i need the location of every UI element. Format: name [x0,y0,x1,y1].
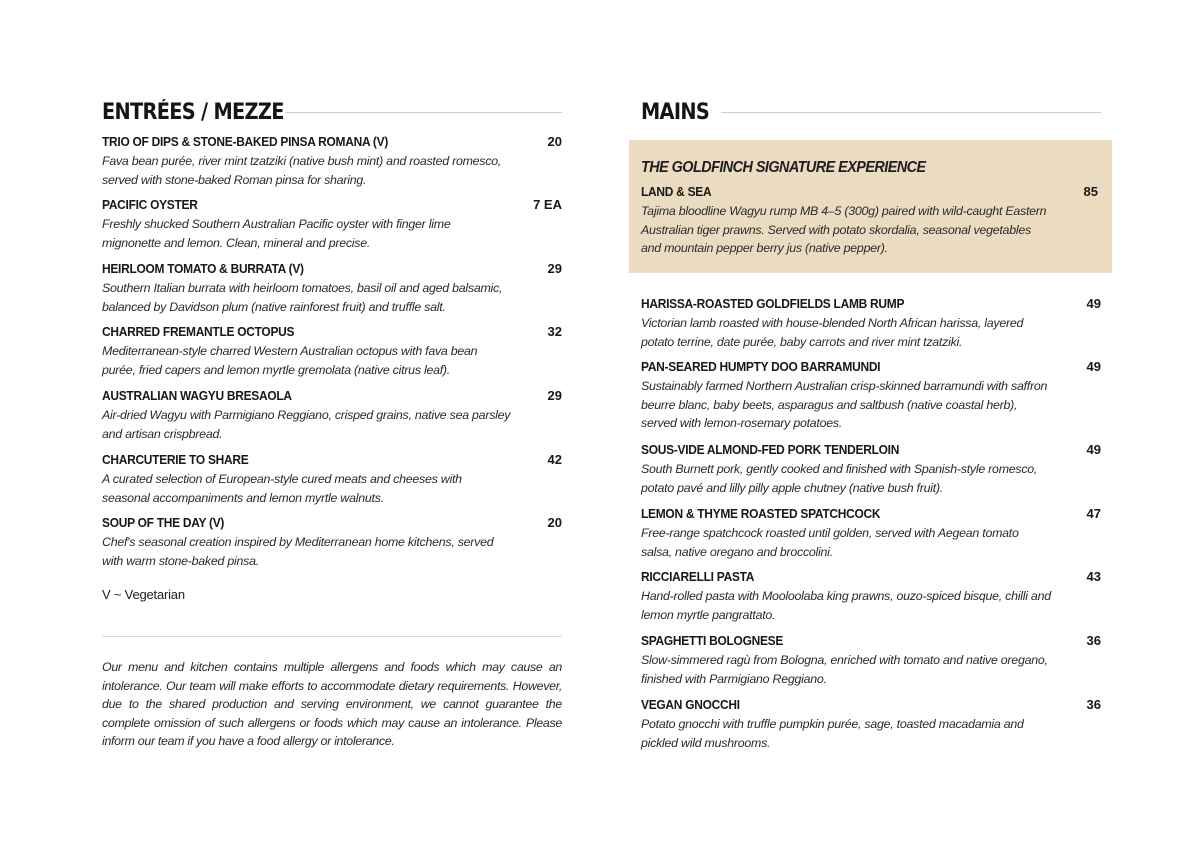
item-name: PAN-SEARED HUMPTY DOO BARRAMUNDI [641,359,881,374]
item-name: SOUP OF THE DAY (V) [102,515,225,530]
item-name: LAND & SEA [641,184,712,199]
item-name: AUSTRALIAN WAGYU BRESAOLA [102,388,292,403]
item-price: 85 [1083,184,1098,199]
item-price: 49 [1086,442,1101,457]
item-price: 49 [1086,296,1101,311]
item-name: HEIRLOOM TOMATO & BURRATA (V) [102,261,304,276]
item-price: 7 EA [533,197,562,212]
item-description: A curated selection of European-style cured meats and cheeses with seasonal accompaniments and lemon myrtle walnuts. [102,472,462,505]
menu-item [102,133,562,189]
item-description: Air-dried Wagyu with Parmigiano Reggiano, crisped grains, native sea parsley and artisan crispbread. [102,408,511,441]
item-price: 43 [1086,569,1101,584]
item-description: Slow-simmered ragù from Bologna, enriched with tomato and native oregano, finished with Parmigiano Reggiano. [641,653,1048,686]
item-price: 20 [547,134,562,149]
vegetarian-key: V ~ Vegetarian [102,587,185,602]
menu-item [102,260,562,316]
menu-item [102,323,562,379]
item-description: Freshly shucked Southern Australian Pacific oyster with finger lime mignonette and lemon. Clean, mineral and precise. [102,217,451,250]
item-description: Chef's seasonal creation inspired by Mediterranean home kitchens, served with warm stone-baked pinsa. [102,535,494,568]
menu-item [102,196,562,252]
item-name: SPAGHETTI BOLOGNESE [641,633,784,648]
mains-heading-row [641,95,1101,129]
item-description: Mediterranean-style charred Western Australian octopus with fava bean purée, fried capers and lemon myrtle gremolata (native citrus leaf). [102,344,478,377]
entrees-heading: ENTRÉES / MEZZE [102,99,284,125]
menu-item [102,514,562,570]
item-description: Tajima bloodline Wagyu rump MB 4–5 (300g) paired with wild-caught Eastern Australian tiger prawns. Served with potato skordalia, seasonal vegetables and mountain pepper berry jus (native pepper). [641,204,1047,255]
menu-item [641,568,1101,624]
item-description: Fava bean purée, river mint tzatziki (native bush mint) and roasted romesco, served with stone-baked Roman pinsa for sharing. [102,154,502,187]
item-name: LEMON & THYME ROASTED SPATCHCOCK [641,506,881,521]
item-name: SOUS-VIDE ALMOND-FED PORK TENDERLOIN [641,442,900,457]
item-description: Victorian lamb roasted with house-blended North African harissa, layered potato terrine, date purée, baby carrots and river mint tzatziki. [641,316,1024,349]
item-description: Potato gnocchi with truffle pumpkin purée, sage, toasted macadamia and pickled wild mushrooms. [641,717,1024,750]
mains-heading: MAINS [641,99,710,125]
item-description: Sustainably farmed Northern Australian crisp-skinned barramundi with saffron beurre blanc, baby beets, asparagus and saltbush (native coastal herb), served with lemon-rosemary potatoes. [641,379,1048,430]
signature-experience-box [629,140,1112,273]
item-price: 36 [1086,633,1101,648]
item-price: 32 [547,324,562,339]
entrees-heading-row [102,95,562,129]
menu-item [102,387,562,443]
item-description: South Burnett pork, gently cooked and finished with Spanish-style romesco, potato pavé and lilly pilly apple chutney (native bush fruit). [641,462,1038,495]
item-name: CHARCUTERIE TO SHARE [102,452,249,467]
heading-rule [721,112,1101,113]
menu-item [641,441,1101,497]
heading-rule [285,112,562,113]
menu-item [641,183,1098,258]
item-price: 29 [547,388,562,403]
item-name: CHARRED FREMANTLE OCTOPUS [102,324,295,339]
allergen-disclaimer: Our menu and kitchen contains multiple allergens and foods which may cause an intolerance. Our team will make efforts to accommodate dietary requirements. However, due to the shared production and serving environment, we cannot guarantee the complete omission of such allergens or foods which may cause an intolerance. Please inform our team if you have a food allergy or intolerance. [102,660,562,748]
menu-item [641,295,1101,351]
item-price: 47 [1086,506,1101,521]
item-name: VEGAN GNOCCHI [641,697,740,712]
item-price: 49 [1086,359,1101,374]
signature-title: THE GOLDFINCH SIGNATURE EXPERIENCE [641,159,926,176]
item-price: 42 [547,452,562,467]
item-name: PACIFIC OYSTER [102,197,198,212]
menu-item [641,358,1101,433]
menu-item [641,696,1101,752]
item-name: HARISSA-ROASTED GOLDFIELDS LAMB RUMP [641,296,905,311]
menu-item [102,451,562,507]
item-price: 36 [1086,697,1101,712]
menu-item [641,632,1101,688]
item-price: 29 [547,261,562,276]
item-name: TRIO OF DIPS & STONE-BAKED PINSA ROMANA (V) [102,134,389,149]
item-price: 20 [547,515,562,530]
item-description: Hand-rolled pasta with Mooloolaba king prawns, ouzo-spiced bisque, chilli and lemon myrtle pangrattato. [641,589,1051,622]
item-name: RICCIARELLI PASTA [641,569,755,584]
menu-item [641,505,1101,561]
item-description: Free-range spatchcock roasted until golden, served with Aegean tomato salsa, native oregano and broccolini. [641,526,1019,559]
item-description: Southern Italian burrata with heirloom tomatoes, basil oil and aged balsamic, balanced by Davidson plum (native rainforest fruit) and truffle salt. [102,281,503,314]
section-divider [102,636,562,637]
